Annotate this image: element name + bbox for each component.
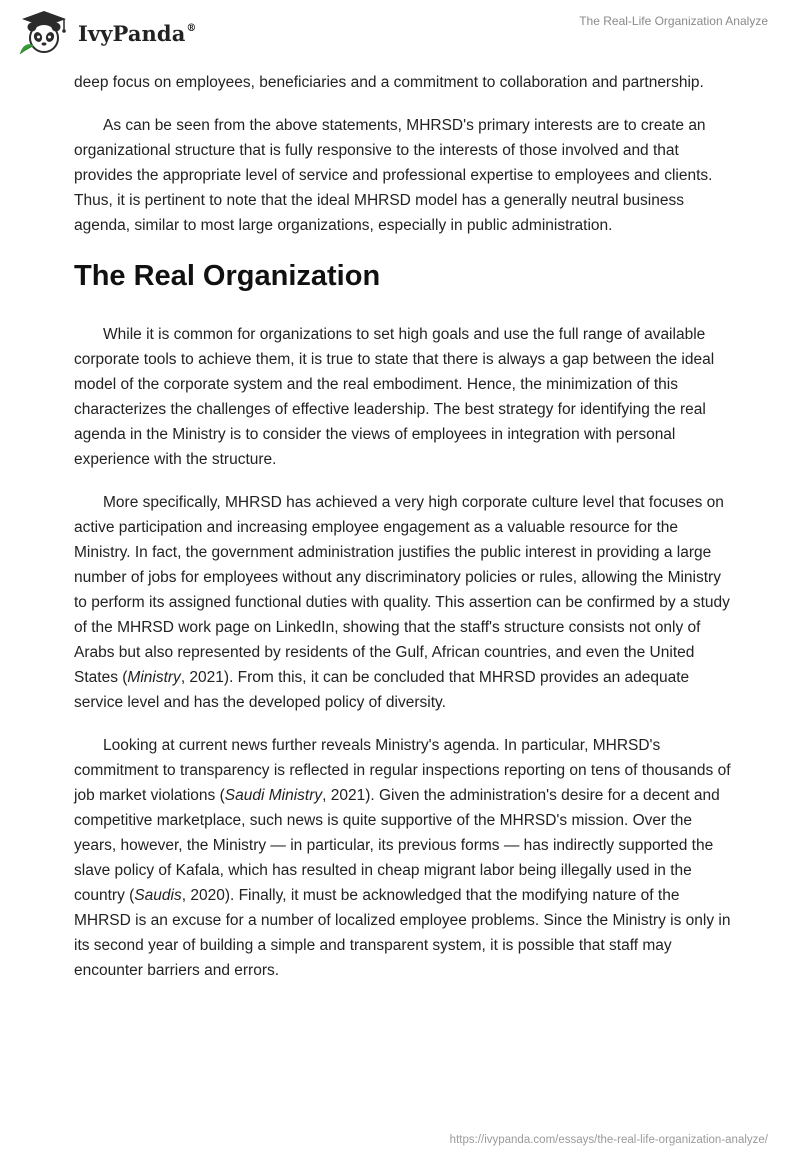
ivypanda-logo[interactable] [16,8,197,58]
citation: Saudis [134,887,182,904]
paragraph: Looking at current news further reveals Ministry's agenda. In particular, MHRSD's commitment to transparency is reflected in regular inspections reporting on tens of thousands of job market violations (Saudi Ministry, 2021). Given the administration's desire for a decent and competitive marketplace, such news is quite supportive of the MHRSD's mission. Over the years, however, the Ministry — in particular, its previous forms — has indirectly supported the slave policy of Kafala, which has resulted in cheap migrant labor being illegally used in the country (Saudis, 2020). Finally, it must be acknowledged that the modifying nature of the MHRSD is an excuse for a number of localized employee problems. Since the Ministry is only in its second year of building a simple and transparent system, it is possible that staff may encounter barriers and errors. [74,737,731,979]
brand-name: IvyPanda® [78,20,197,46]
essay-body [74,70,734,1001]
source-url[interactable]: https://ivypanda.com/essays/the-real-life-organization-analyze/ [449,1134,768,1146]
paragraph: While it is common for organizations to set high goals and use the full range of available corporate tools to achieve them, it is true to state that there is always a gap between the ideal model of the corporate system and the real embodiment. Hence, the minimization of this characterizes the challenges of effective leadership. The best strategy for identifying the real agenda in the Ministry is to consider the views of employees in integration with personal experience with the structure. [74,326,715,468]
paragraph: More specifically, MHRSD has achieved a very high corporate culture level that focuses on active participation and increasing employee engagement as a valuable resource for the Ministry. In fact, the government administration justifies the public interest in providing a large number of jobs for employees without any discriminatory policies or rules, allowing the Ministry to perform its assigned functional duties with quality. This assertion can be confirmed by a study of the MHRSD work page on LinkedIn, showing that the staff's structure consists not only of Arabs but also represented by residents of the Gulf, African countries, and even the United States (Ministry, 2021). From this, it can be concluded that MHRSD provides an adequate service level and has the developed policy of diversity. [74,494,730,711]
paragraph: As can be seen from the above statements, MHRSD's primary interests are to create an organizational structure that is fully responsive to the interests of those involved and that provides the appropriate level of service and professional expertise to employees and clients. Thus, it is pertinent to note that the ideal MHRSD model has a generally neutral business agenda, similar to most large organizations, especially in public administration. [74,117,713,234]
citation: Saudi Ministry [224,787,323,804]
page-header [0,0,800,62]
registered-mark: ® [186,22,197,34]
panda-graduation-icon [16,10,72,56]
document-title: The Real-Life Organization Analyze [579,14,768,28]
paragraph: deep focus on employees, beneficiaries and a commitment to collaboration and partnership. [74,74,704,91]
section-heading: The Real Organization [74,260,381,292]
citation: Ministry [127,669,181,686]
